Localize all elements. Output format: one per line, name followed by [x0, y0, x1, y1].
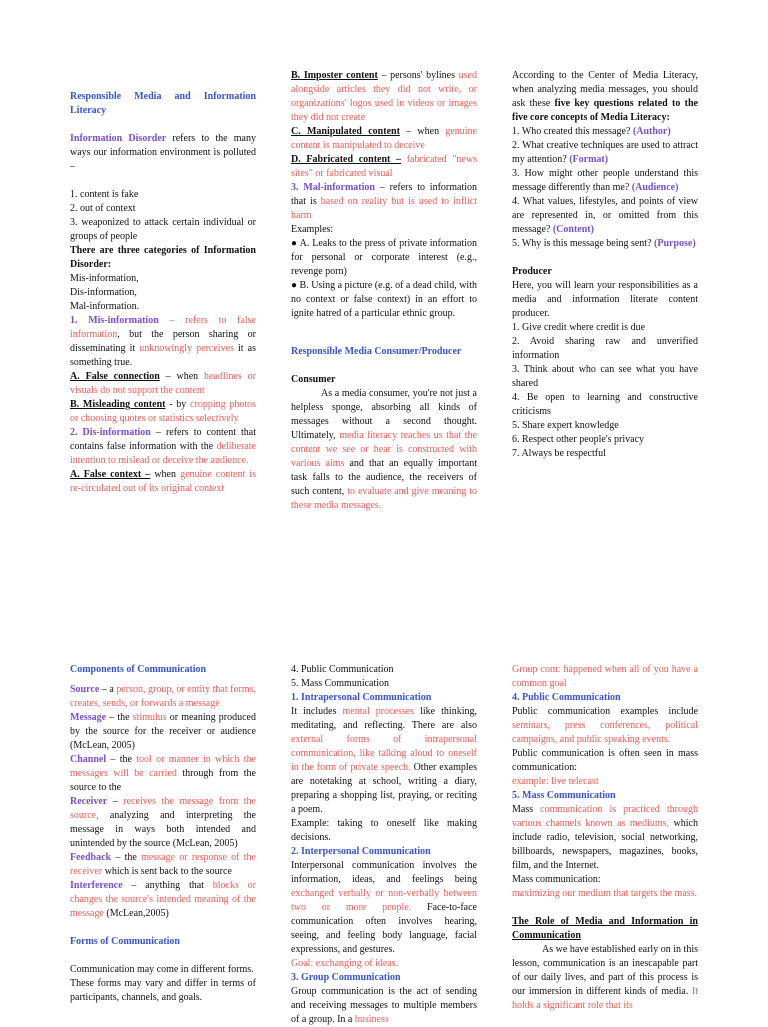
top-middle-column	[291, 69, 477, 513]
text: analyzing and interpreting the message in ways both intended and unintended by the source (McLean, 2005)	[70, 810, 256, 849]
paragraph	[512, 943, 698, 1013]
paragraph	[291, 69, 477, 125]
list-item: 4. Be open to learning and constructive criticisms	[512, 392, 698, 417]
paragraph	[70, 683, 256, 711]
list-item: 2. out of context	[70, 203, 136, 214]
list-item: 4. Public Communication	[291, 664, 394, 675]
text: – anything that	[122, 880, 213, 891]
text: through from the source to the	[70, 768, 256, 793]
text: refers to the many ways our information environment is polluted –	[70, 133, 256, 172]
term: B. Imposter content	[291, 70, 378, 81]
term: Receiver	[70, 796, 108, 807]
text: It includes	[291, 706, 343, 717]
highlight: to evaluate and give meaning to these media messages.	[291, 486, 477, 511]
term: 3. Mal-information	[291, 182, 375, 193]
text: 5. Why is this message being sent?	[512, 238, 655, 249]
list-item: 5. Share expert knowledge	[512, 420, 619, 431]
category-item: Mis-information,	[70, 273, 139, 284]
text: As we have established early on in this lesson, communication is an inescapable part of our daily lives, and part of this process is our immersion in different kinds of media.	[512, 944, 698, 997]
term: Source	[70, 684, 100, 695]
bottom-left-column	[70, 663, 256, 1005]
bottom-middle-column	[291, 663, 477, 1027]
section-title: Responsible Media Consumer/Producer	[291, 346, 462, 357]
highlight: communication is practiced through various channels known as mediums,	[512, 804, 698, 829]
question	[512, 167, 698, 195]
highlight: unknowingly perceives	[139, 343, 234, 354]
highlight: used alongside articles they did not write, or organizations' logos used in videos or images they did not create	[291, 70, 477, 123]
paragraph: Mass communication:	[512, 874, 601, 885]
category-item: Mal-information.	[70, 301, 140, 312]
paragraph	[70, 711, 256, 753]
top-left-column	[70, 90, 256, 496]
section-title: Forms of Communication	[70, 936, 180, 947]
section-title: Responsible Media and Information Literacy	[70, 91, 256, 116]
text: – when	[399, 126, 446, 137]
paragraph	[512, 705, 698, 747]
subsection-title: 5. Mass Communication	[512, 790, 616, 801]
tag: (Author)	[632, 126, 671, 137]
highlight: external forms of intrapersonal communication, like talking aloud to oneself in the form of private speech.	[291, 734, 477, 773]
paragraph: Example: taking to oneself like making decisions.	[291, 818, 477, 843]
paragraph	[291, 181, 477, 223]
paragraph	[70, 314, 256, 370]
paragraph	[512, 803, 698, 873]
highlight: stimulus	[132, 712, 167, 723]
paragraph	[70, 398, 256, 426]
text: – the	[106, 712, 133, 723]
text: like thinking, meditating, and reflecting. There are also	[291, 706, 477, 731]
highlight: seminars, press conferences, political campaigns, and public speaking events.	[512, 720, 698, 745]
section-title: The Role of Media and Information in Communication	[512, 916, 698, 941]
subheading: Producer	[512, 266, 552, 277]
text: 1. Who created this message?	[512, 126, 633, 137]
text: (McLean,2005)	[103, 908, 169, 919]
list-item: 6. Respect other people's privacy	[512, 434, 645, 445]
paragraph	[70, 879, 256, 921]
term: Channel	[70, 754, 107, 765]
term: B. Misleading content	[70, 399, 166, 410]
question	[512, 195, 698, 237]
tag: (Audience)	[631, 182, 679, 193]
highlight: genuine content is re-circulated out of its original context	[70, 469, 256, 494]
goal-note: Goal: exchanging of ideas.	[291, 958, 399, 969]
highlight: headlines or visuals do not support the content	[70, 371, 257, 396]
highlight: mental processes	[342, 706, 415, 717]
text: – when	[159, 371, 205, 382]
paragraph	[291, 125, 477, 153]
example-note: example: live telecast	[512, 776, 599, 787]
highlight: false information	[70, 315, 256, 340]
paragraph: Public communication is often seen in mass communication:	[512, 748, 698, 773]
subsection-title: 2. Interpersonal Communication	[291, 846, 431, 857]
term: Feedback	[70, 852, 112, 863]
question	[512, 125, 698, 139]
list-item: 5. Mass Communication	[291, 678, 390, 689]
highlight: receives the message from the source,	[70, 796, 256, 821]
text: – refers to	[158, 315, 238, 326]
text: – the	[106, 754, 137, 765]
paragraph	[70, 795, 256, 851]
text: which include radio, television, social networking, billboards, newspapers, magazines, books, film, and the Internet.	[512, 818, 698, 871]
highlight: deliberate intention to mislead or deceive the audience.	[70, 441, 256, 466]
text: 3. How might other people understand this message differently than me?	[512, 168, 698, 193]
highlight: tool or manner in which the messages will be carried	[70, 754, 257, 779]
paragraph: Here, you will learn your responsibilities as a media and information literate content producer.	[512, 280, 698, 319]
subsection-title: 3. Group Communication	[291, 972, 401, 983]
text: Group communication is the act of sending and receiving messages to multiple members of a group. In a	[291, 986, 477, 1025]
text: – refers to information that is	[291, 182, 478, 207]
text: 2. What creative techniques are used to attract my attention?	[512, 140, 698, 165]
term: C. Manipulated content	[291, 126, 400, 137]
note: maximizing our medium that targets the mass.	[512, 888, 698, 899]
term: Interference	[70, 880, 123, 891]
text: it as something true.	[70, 343, 256, 368]
category-item: Dis-information,	[70, 287, 137, 298]
highlight: genuine content is manipulated to deceive	[291, 126, 477, 151]
text: which is sent back to the source	[102, 866, 232, 877]
term: D. Fabricated content –	[291, 154, 402, 165]
term: Message	[70, 712, 107, 723]
highlight: exchanged verbally or non-verbally between two or more people.	[291, 888, 477, 913]
paragraph	[70, 426, 256, 468]
text: Face-to-face communication often involves hearing, seeing, and feeling body language, facial expressions, and gestures.	[291, 902, 477, 955]
text: – the	[111, 852, 142, 863]
term: 1. Mis-information	[70, 315, 159, 326]
paragraph	[70, 370, 256, 398]
paragraph	[291, 387, 477, 513]
paragraph	[291, 153, 477, 181]
text: – persons' bylines	[377, 70, 459, 81]
paragraph: These forms may vary and differ in terms of participants, channels, and goals.	[70, 978, 256, 1003]
paragraph	[70, 132, 256, 174]
text: Public communication examples include	[512, 706, 698, 717]
highlight: It holds a significant role that its	[512, 986, 698, 1011]
text: - by	[165, 399, 191, 410]
term: 2. Dis-information	[70, 427, 151, 438]
section-title: Components of Communication	[70, 664, 207, 675]
text: and that an equally important task falls to the audience, the receivers of such content,	[291, 458, 477, 497]
note: Group com: happened when all of you have a common goal	[512, 664, 698, 689]
term: Information Disorder	[70, 133, 167, 144]
term: A. False connection	[70, 371, 160, 382]
list-item: 3. Think about who can see what you have shared	[512, 364, 698, 389]
paragraph	[291, 859, 477, 957]
example-item: ● B. Using a picture (e.g. of a dead child, with no context or false context) in an effort to ignite hatred of a particular ethnic group.	[291, 280, 477, 319]
list-item: 1. content is fake	[70, 189, 139, 200]
text: when	[150, 469, 181, 480]
paragraph	[512, 69, 698, 125]
list-item: 2. Avoid sharing raw and unverified information	[512, 336, 698, 361]
list-item: 7. Always be respectful	[512, 448, 606, 459]
highlight: message or response of the receiver	[70, 852, 256, 877]
highlight: based on reality but is used to inflict harm	[291, 196, 477, 221]
examples-label: Examples:	[291, 224, 334, 235]
highlight: business	[354, 1014, 389, 1025]
text: or meaning produced by the source for the receiver or audience (McLean, 2005)	[70, 712, 256, 751]
highlight: blocks or changes the source's intended meaning of the message	[70, 880, 256, 919]
question	[512, 139, 698, 167]
highlight: media literacy teaches us that the content we see or hear is constructed with various aims	[291, 430, 477, 469]
text: As a media consumer, you're not just a helpless sponge, absorbing all kinds of messages without a second thought. Ultimately,	[291, 388, 477, 441]
tag: (Purpose)	[654, 238, 696, 249]
subsection-title: 1. Intrapersonal Communication	[291, 692, 432, 703]
text: –	[107, 796, 124, 807]
bottom-right-column	[512, 663, 698, 1013]
tag: (Format)	[569, 154, 609, 165]
text: – a	[99, 684, 117, 695]
text: 4. What values, lifestyles, and points of view are represented in, or omitted from this message?	[512, 196, 698, 235]
text: Interpersonal communication involves the information, ideas, and feelings being	[291, 860, 477, 885]
highlight: cropping photos or choosing quotes or statistics selectively	[70, 399, 256, 424]
bold-text: five key questions related to the five core concepts of Media Literacy:	[512, 98, 698, 123]
list-item: 3. weaponized to attack certain individual or groups of people	[70, 217, 256, 242]
paragraph	[70, 753, 256, 795]
subheading: Consumer	[291, 374, 336, 385]
tag: (Content)	[552, 224, 594, 235]
text: According to the Center of Media Literacy, when analyzing media messages, you should ask these	[512, 70, 698, 109]
list-item: 1. Give credit where credit is due	[512, 322, 646, 333]
text: Other examples are notetaking at school, writing a diary, preparing a shopping list, praying, or reciting a poem.	[291, 762, 477, 815]
categories-heading: There are three categories of Information Disorder:	[70, 245, 256, 270]
example-item: ● A. Leaks to the press of private information for personal or corporate interest (e.g., revenge porn)	[291, 238, 477, 277]
paragraph: Communication may come in different forms.	[70, 964, 254, 975]
text: , but the person sharing or disseminating it	[70, 329, 256, 354]
term: A. False context –	[70, 469, 151, 480]
highlight: fabricated "news sites" or fabricated visual	[291, 154, 477, 179]
paragraph	[70, 468, 256, 496]
subsection-title: 4. Public Communication	[512, 692, 621, 703]
text: – refers to content that contains false information with the	[70, 427, 256, 452]
paragraph	[70, 851, 256, 879]
text: Mass	[512, 804, 541, 815]
top-right-column	[512, 69, 698, 461]
question	[512, 237, 698, 251]
paragraph	[291, 705, 477, 817]
highlight: person, group, or entity that forms, creates, sends, or forwards a message	[70, 684, 256, 709]
paragraph	[291, 985, 477, 1027]
